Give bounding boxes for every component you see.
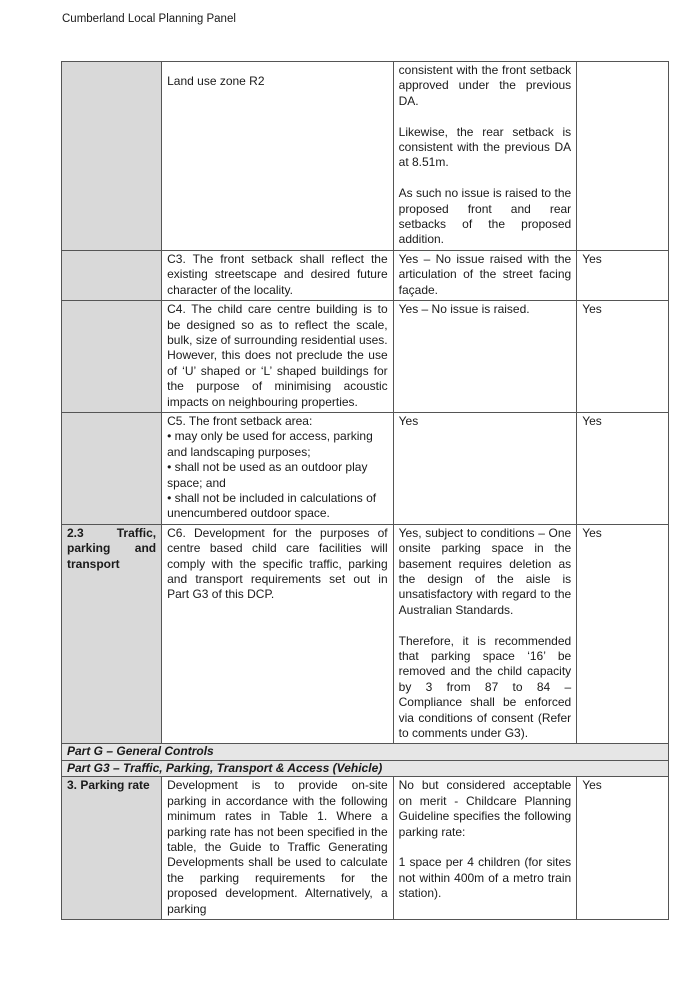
comment-cell: No but considered acceptable on merit - Childcare Planning Guideline specifies the following parking rate: 1 space per 4 children (for sites not within 400m of a metro train station).: [393, 777, 577, 920]
section-cell: [62, 412, 162, 524]
section-heading: Part G – General Controls: [62, 744, 669, 760]
compliance-cell: Yes: [577, 777, 669, 920]
section-cell: [62, 62, 162, 251]
section-cell: 3. Parking rate: [62, 777, 162, 920]
compliance-cell: Yes: [577, 301, 669, 413]
section-heading: Part G3 – Traffic, Parking, Transport & Access (Vehicle): [62, 760, 669, 776]
section-cell: 2.3 Traffic, parking and transport: [62, 524, 162, 744]
control-cell: C6. Development for the purposes of centre based child care facilities will comply with the specific traffic, parking and transport requirements set out in Part G3 of this DCP.: [162, 524, 394, 744]
control-cell: Development is to provide on-site parking in accordance with the following minimum rates in Table 1. Where a parking rate has not been specified in the table, the Guide to Traffic Generating Developments shall be used to calculate the parking requirements for the proposed development. Alternatively, a parking: [162, 777, 394, 920]
control-cell: Land use zone R2: [162, 62, 394, 251]
comment-cell: consistent with the front setback approved under the previous DA. Likewise, the rear setback is consistent with the previous DA at 8.51m. As such no issue is raised to the proposed front and rear setbacks of the proposed addition.: [393, 62, 577, 251]
compliance-table: [61, 61, 669, 920]
table-row: [62, 62, 669, 251]
comment-cell: Yes – No issue is raised.: [393, 301, 577, 413]
table-row: [62, 412, 669, 524]
control-cell: C3. The front setback shall reflect the existing streetscape and desired future character of the locality.: [162, 250, 394, 300]
comment-cell: Yes, subject to conditions – One onsite parking space in the basement requires deletion as the design of the aisle is unsatisfactory with regard to the Australian Standards. Therefore, it is recommended that parking space ‘16’ be removed and the child capacity by 3 from 87 to 84 – Compliance shall be enforced via conditions of consent (Refer to comments under G3).: [393, 524, 577, 744]
comment-cell: Yes – No issue raised with the articulation of the street facing façade.: [393, 250, 577, 300]
compliance-cell: Yes: [577, 250, 669, 300]
comment-cell: Yes: [393, 412, 577, 524]
section-heading-row: [62, 760, 669, 776]
compliance-cell: Yes: [577, 524, 669, 744]
control-cell: C5. The front setback area: • may only be used for access, parking and landscaping purposes; • shall not be used as an outdoor play space; and • shall not be included in calculations of unencumbered outdoor space.: [162, 412, 394, 524]
document-header: Cumberland Local Planning Panel: [62, 13, 236, 25]
section-heading-row: [62, 744, 669, 760]
compliance-cell: Yes: [577, 412, 669, 524]
control-cell: C4. The child care centre building is to be designed so as to reflect the scale, bulk, size of surrounding residential uses. However, this does not preclude the use of ‘U’ shaped or ‘L’ shaped buildings for the purpose of minimising acoustic impacts on neighbouring properties.: [162, 301, 394, 413]
table-row: [62, 301, 669, 413]
table-row: [62, 524, 669, 744]
section-cell: [62, 301, 162, 413]
compliance-cell: [577, 62, 669, 251]
section-cell: [62, 250, 162, 300]
table-row: [62, 777, 669, 920]
table-row: [62, 250, 669, 300]
